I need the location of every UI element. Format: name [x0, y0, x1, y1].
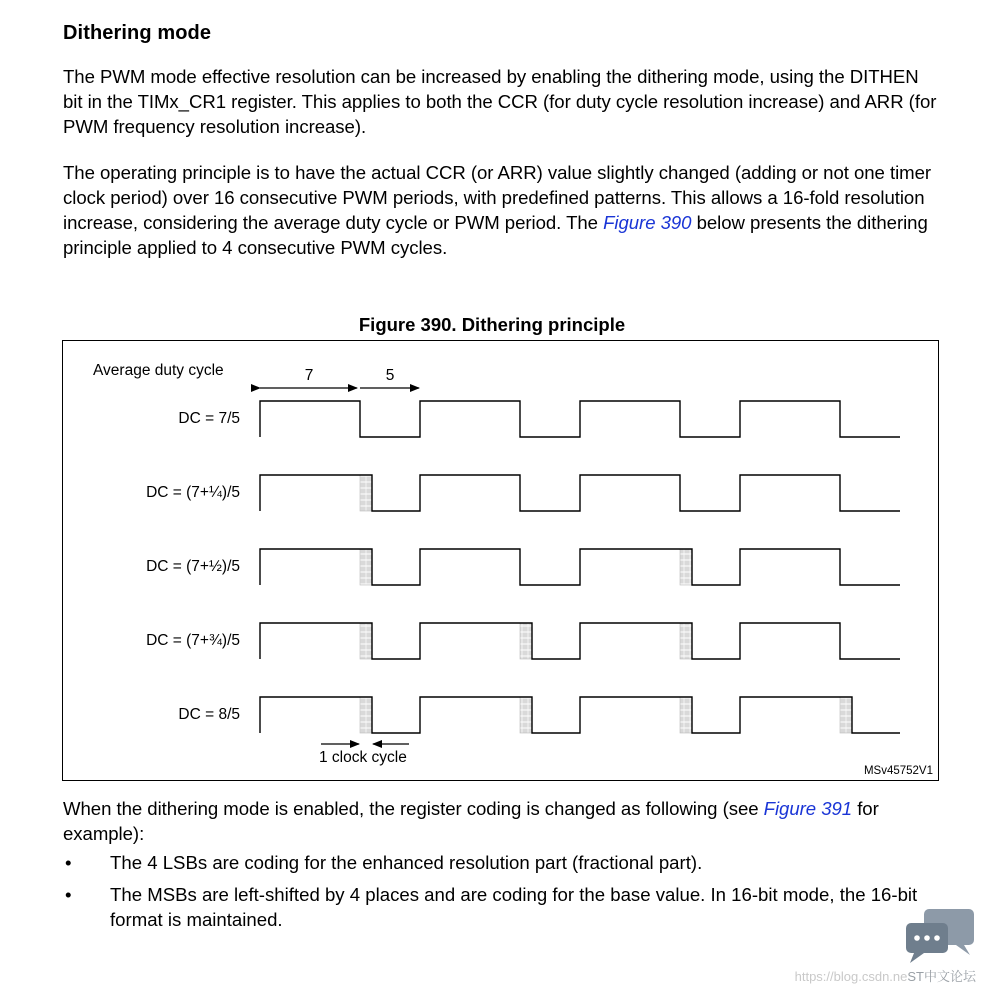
duty-cycle-label: DC = (7+¼)/5: [146, 484, 240, 501]
extra-clock-cycle: [360, 475, 372, 511]
intro-paragraph: The PWM mode effective resolution can be increased by enabling the dithering mode, using the DITHEN bit in the TIMx_CR1 register. This applies to both the CCR (for duty cycle resolution increase) and ARR (for PWM frequency resolution increase).: [63, 66, 937, 137]
waveform-rows: [146, 401, 900, 733]
dithering-figure: [62, 340, 939, 781]
coding-paragraph: [63, 796, 943, 846]
duty-cycle-label: DC = 7/5: [178, 410, 240, 427]
bullet-dot-icon: •: [65, 852, 72, 873]
extra-clock-cycle: [360, 697, 372, 733]
pwm-waveform: [260, 623, 900, 659]
waveform-row: [146, 475, 900, 511]
pwm-waveform: [260, 549, 900, 585]
pwm-waveform: [260, 401, 900, 437]
bullet-dot-icon: •: [65, 884, 72, 905]
bullet-text: The MSBs are left-shifted by 4 places and are coding for the base value. In 16-bit mode, the 16-bit format is maintained.: [110, 884, 918, 930]
low-width-label: 5: [385, 367, 395, 384]
section-heading: Dithering mode: [63, 22, 212, 44]
dithering-diagram: [63, 341, 940, 782]
extra-clock-cycle: [840, 697, 852, 733]
figure-id: MSv45752V1: [863, 765, 933, 777]
extra-clock-cycle: [360, 549, 372, 585]
duty-cycle-label: DC = 8/5: [178, 706, 240, 723]
coding-bullet-list: [63, 850, 943, 939]
extra-clock-cycle: [680, 623, 692, 659]
pwm-waveform: [260, 697, 900, 733]
duty-cycle-label: DC = (7+½)/5: [146, 558, 240, 575]
extra-clock-cycle: [520, 623, 532, 659]
high-width-label: 7: [304, 367, 314, 384]
waveform-row: [146, 623, 900, 659]
figure-caption: Figure 390. Dithering principle: [358, 314, 626, 335]
bullet-text: The 4 LSBs are coding for the enhanced resolution part (fractional part).: [110, 852, 703, 873]
average-duty-cycle-label: Average duty cycle: [93, 362, 224, 379]
chat-bubble-icon: [904, 907, 976, 967]
pwm-waveform: [260, 475, 900, 511]
principle-text-end: below presents the dithering principle applied to 4 consecutive PWM cycles.: [63, 212, 928, 258]
duty-cycle-label: DC = (7+¾)/5: [146, 632, 240, 649]
figure-391-link[interactable]: Figure 391: [763, 798, 853, 819]
waveform-row: [146, 549, 900, 585]
principle-text-start: The operating principle is to have the actual CCR (or ARR) value slightly changed (adding or not one timer clock period) over 16 consecutive PWM periods, with predefined patterns. This allows a 16-fold resolution increase, considering the average duty cycle or PWM period. The: [63, 162, 932, 233]
watermark-url: https://blog.csdn.ne: [794, 969, 908, 984]
extra-clock-cycle: [680, 549, 692, 585]
extra-clock-cycle: [520, 697, 532, 733]
principle-paragraph: [63, 160, 943, 260]
extra-clock-cycle: [360, 623, 372, 659]
watermark-brand: ST中文论坛: [907, 969, 976, 984]
watermark-text: [795, 966, 976, 985]
coding-text-start: When the dithering mode is enabled, the register coding is changed as following (see: [63, 798, 764, 819]
bullet-item: [63, 882, 943, 932]
clock-cycle-label: 1 clock cycle: [319, 749, 407, 766]
figure-390-link[interactable]: Figure 390: [603, 212, 692, 233]
bullet-item: [63, 850, 943, 875]
extra-clock-cycle: [680, 697, 692, 733]
coding-text-end: for example):: [63, 798, 879, 844]
waveform-row: [178, 697, 900, 733]
waveform-row: [178, 401, 900, 437]
